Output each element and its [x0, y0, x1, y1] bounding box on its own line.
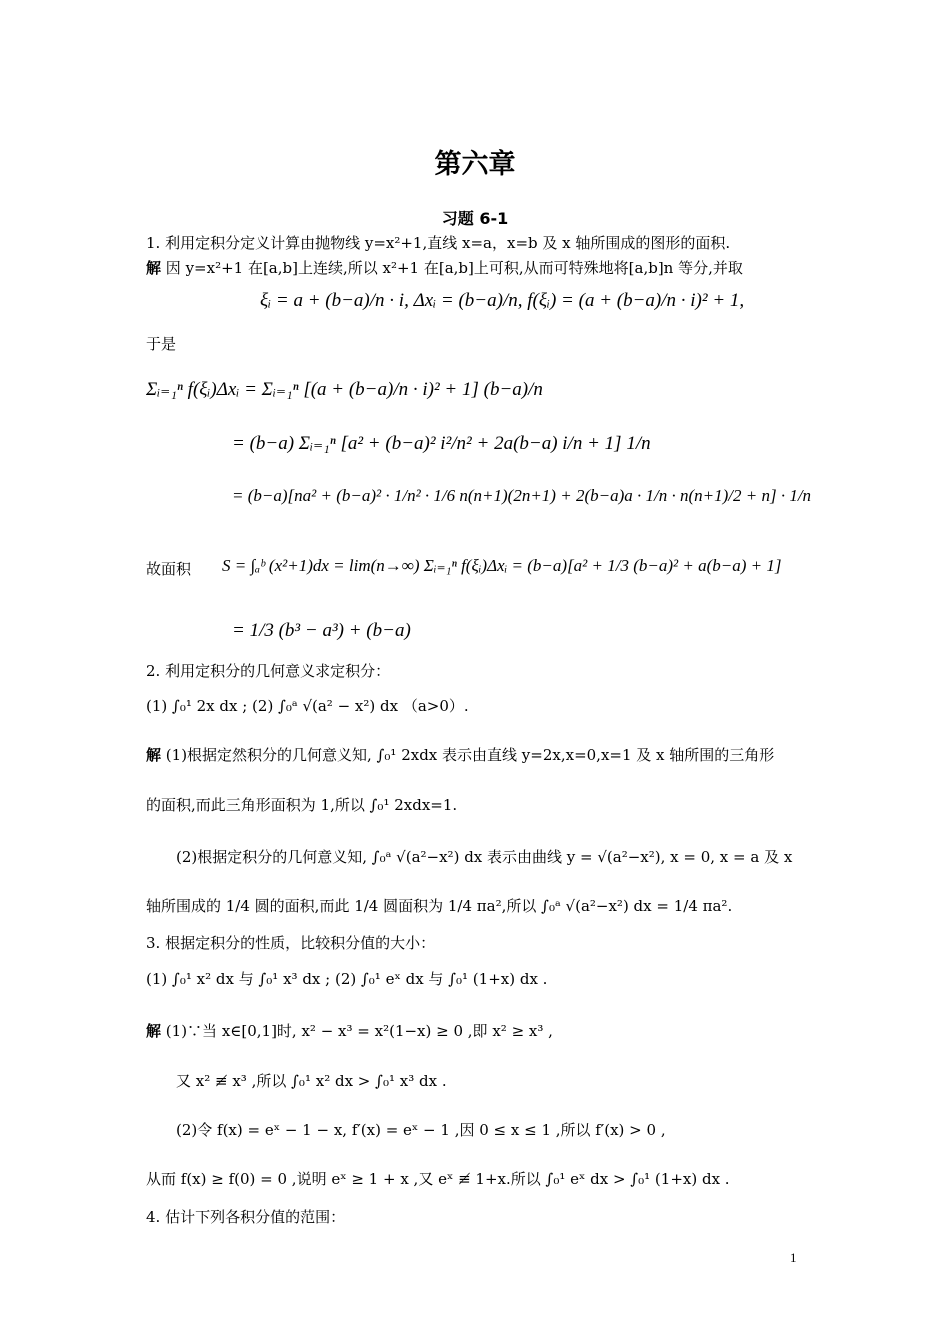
equation-area-integral: S = ∫ₐᵇ (x²+1)dx = lim(n→∞) Σᵢ₌₁ⁿ f(ξᵢ)Δxᵢ = (b−a)[a² + 1/3 (b−a)² + a(b−a) + 1] [222, 556, 782, 575]
section-title: 习题 6-1 [441, 209, 509, 228]
equation-riemann-sum-1: Σᵢ₌₁ⁿ f(ξᵢ)Δxᵢ = Σᵢ₌₁ⁿ [(a + (b−a)/n · i)² + 1] (b−a)/n [146, 379, 543, 400]
problem-2-statement: 2. 利用定积分的几何意义求定积分： [146, 662, 391, 680]
equation-area-result: = 1/3 (b³ − a³) + (b−a) [232, 620, 411, 641]
problem-3-items: (1) ∫₀¹ x² dx 与 ∫₀¹ x³ dx ; (2) ∫₀¹ eˣ dx 与 ∫₀¹ (1+x) dx . [146, 970, 548, 988]
problem-2-items: (1) ∫₀¹ 2x dx ; (2) ∫₀ᵃ √(a² − x²) dx （a>0）. [146, 697, 469, 715]
problem-1-statement: 1. 利用定积分定义计算由抛物线 y=x²+1,直线 x=a，x=b 及 x 轴所围成的图形的面积. [146, 234, 731, 252]
problem-3-solution-1a [146, 1020, 810, 1042]
page-number: 1 [790, 1250, 797, 1265]
problem-1-solution-text: 因 y=x²+1 在[a,b]上连续,所以 x²+1 在[a,b]上可积,从而可特殊地将[a,b]n 等分,并取 [165, 259, 743, 277]
problem-2-solution-2b: 轴所围成的 1/4 圆的面积,而此 1/4 圆面积为 1/4 πa²,所以 ∫₀ᵃ √(a²−x²) dx = 1/4 πa². [146, 897, 733, 915]
equation-riemann-sum-2: = (b−a) Σᵢ₌₁ⁿ [a² + (b−a)² i²/n² + 2a(b−a) i/n + 1] 1/n [232, 433, 651, 454]
problem-3-solution-1b: 又 x² ≢ x³ ,所以 ∫₀¹ x² dx > ∫₀¹ x³ dx . [176, 1072, 447, 1090]
text-area-label: 故面积 [146, 560, 192, 578]
solution-label: 解 [146, 1022, 162, 1040]
problem-3-statement: 3. 根据定积分的性质，比较积分值的大小： [146, 934, 436, 952]
problem-1-solution-line [146, 257, 810, 279]
problem-2-solution-2a: (2)根据定积分的几何意义知, ∫₀ᵃ √(a²−x²) dx 表示由曲线 y = √(a²−x²), x = 0, x = a 及 x [176, 848, 793, 866]
problem-2-solution-1a-text: (1)根据定然积分的几何意义知, ∫₀¹ 2xdx 表示由直线 y=2x,x=0,x=1 及 x 轴所围的三角形 [165, 746, 775, 764]
problem-3-solution-1a-text: (1)∵当 x∈[0,1]时, x² − x³ = x²(1−x) ≥ 0 ,即 x² ≥ x³ , [165, 1022, 553, 1040]
text-yushi: 于是 [146, 335, 177, 353]
chapter-title: 第六章 [434, 149, 516, 180]
problem-2-solution-1a [146, 744, 810, 766]
problem-3-solution-2b: 从而 f(x) ≥ f(0) = 0 ,说明 eˣ ≥ 1 + x ,又 eˣ ≢ 1+x.所以 ∫₀¹ eˣ dx > ∫₀¹ (1+x) dx . [146, 1170, 730, 1188]
problem-2-solution-1b: 的面积,而此三角形面积为 1,所以 ∫₀¹ 2xdx=1. [146, 796, 458, 814]
problem-4-statement: 4. 估计下列各积分值的范围： [146, 1208, 346, 1226]
equation-xi-definition: ξᵢ = a + (b−a)/n · i, Δxᵢ = (b−a)/n, f(ξᵢ) = (a + (b−a)/n · i)² + 1, [260, 290, 745, 311]
solution-label: 解 [146, 746, 162, 764]
problem-3-solution-2a: (2)令 f(x) = eˣ − 1 − x, f′(x) = eˣ − 1 ,因 0 ≤ x ≤ 1 ,所以 f′(x) > 0 , [176, 1121, 666, 1139]
solution-label: 解 [146, 259, 162, 277]
equation-riemann-sum-3: = (b−a)[na² + (b−a)² · 1/n² · 1/6 n(n+1)(2n+1) + 2(b−a)a · 1/n · n(n+1)/2 + n] · 1/n [232, 486, 812, 505]
